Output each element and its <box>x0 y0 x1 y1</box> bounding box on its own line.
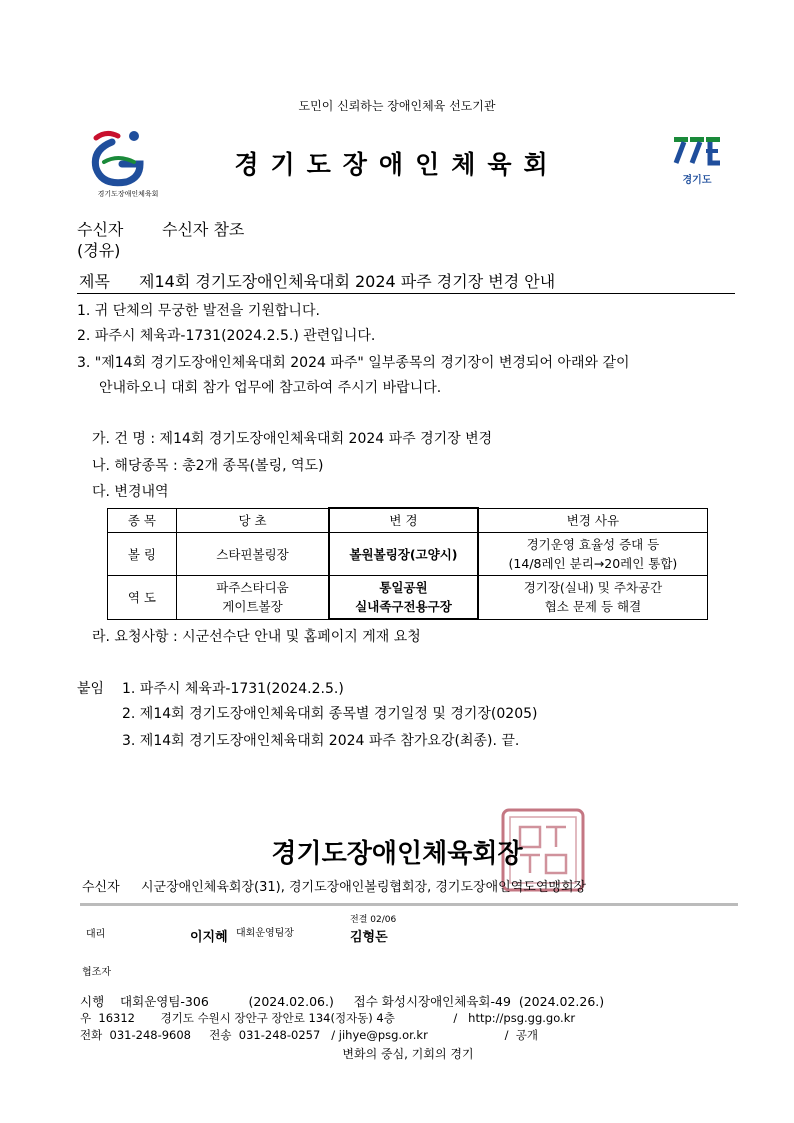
body-line-2: 2. 파주시 체육과-1731(2024.2.5.) 관련입니다. <box>77 328 376 344</box>
gyeonggi-logo-caption: 경기도 <box>682 175 712 186</box>
reason-cell <box>478 533 708 576</box>
subject-value: 제14회 경기도장애인체육대회 2024 파주 경기장 변경 안내 <box>139 272 556 291</box>
table-header: 종 목 <box>108 508 177 533</box>
attachment-item-3: 3. 제14회 경기도장애인체육대회 2024 파주 참가요강(최종). 끝. <box>122 733 520 749</box>
recipient-value: 수신자 참조 <box>162 220 245 239</box>
item-a: 가. 건 명 : 제14회 경기도장애인체육대회 2024 파주 경기장 변경 <box>92 431 493 447</box>
after-line: 통일공원 <box>379 580 428 595</box>
sport-cell: 역 도 <box>108 576 177 620</box>
footer-slogan: 변화의 중심, 기회의 경기 <box>342 1047 474 1061</box>
recipient-label: 수신자 <box>77 220 124 239</box>
table-row <box>108 533 708 576</box>
footer-contact-line: 전화 031-248-9608 전송 031-248-0257 / jihye@psg.or.kr / 공개 <box>80 1028 538 1042</box>
before-line: 파주스타디움 <box>216 580 289 596</box>
cooperation-label: 협조자 <box>82 967 111 978</box>
reason-line: 경기장(실내) 및 주차공간 <box>523 580 663 596</box>
drafter-name: 이지혜 <box>190 930 228 945</box>
final-approver-name: 김형돈 <box>350 930 388 945</box>
item-d: 라. 요청사항 : 시군선수단 안내 및 홈페이지 게재 요청 <box>92 629 421 645</box>
table-header: 당 초 <box>176 508 329 533</box>
attachment-label: 붙임 <box>77 681 105 697</box>
after-line: 실내족구전용구장 <box>355 599 452 614</box>
after-cell: 볼원볼링장(고양시) <box>329 533 478 576</box>
via-label: (경유) <box>77 241 121 260</box>
footer-address-line: 우 16312 경기도 수원시 장안구 장안로 134(정자동) 4층 / http://psg.gg.go.kr <box>80 1011 576 1025</box>
body-line-4: 안내하오니 대회 참가 업무에 참고하여 주시기 바랍니다. <box>99 380 442 396</box>
recipients-label: 수신자 <box>82 880 120 895</box>
table-row <box>108 576 708 620</box>
motto: 도민이 신뢰하는 장애인체육 선도기관 <box>298 99 496 113</box>
reason-line: 협소 문제 등 해결 <box>544 599 642 615</box>
table-header: 변경 사유 <box>478 508 708 533</box>
item-b: 나. 해당종목 : 총2개 종목(볼링, 역도) <box>92 458 324 474</box>
change-table <box>107 507 708 620</box>
reason-line: (14/8레인 분리→20레인 통합) <box>508 556 678 571</box>
org-logo-caption: 경기도장애인체육회 <box>97 190 159 198</box>
signature-title: 경기도장애인체육회장 <box>271 839 523 869</box>
footer-issue-line: 시행 대회운영팀-306 (2024.02.06.) 접수 화성시장애인체육회-49 (2024.02.26.) <box>80 994 605 1009</box>
reason-line: 경기운영 효율성 증대 등 <box>526 537 660 552</box>
gyeonggi-emblem-icon <box>672 135 722 169</box>
item-c: 다. 변경내역 <box>92 484 169 500</box>
recipients-list: 시군장애인체육회장(31), 경기도장애인볼링협회장, 경기도장애인역도연맹회장 <box>141 880 587 895</box>
manager-label: 대회운영팀장 <box>236 928 294 939</box>
org-title: 경기도장애인체육회 <box>234 150 560 179</box>
final-approval-note: 전결 02/06 <box>350 915 397 925</box>
table-header: 변 경 <box>329 508 478 533</box>
after-cell <box>329 576 478 620</box>
attachment-item-1: 1. 파주시 체육과-1731(2024.2.5.) <box>122 681 344 697</box>
drafter-label: 대리 <box>86 929 106 940</box>
body-line-3: 3. "제14회 경기도장애인체육대회 2024 파주" 일부종목의 경기장이 변경되어 아래와 같이 <box>77 355 630 371</box>
reason-cell <box>478 576 708 620</box>
gyeonggi-logo <box>672 135 722 195</box>
before-cell <box>176 576 329 620</box>
approval-divider <box>80 903 738 906</box>
before-line: 게이트볼장 <box>222 599 283 615</box>
subject-label: 제목 <box>79 272 110 291</box>
body-line-1: 1. 귀 단체의 무궁한 발전을 기원합니다. <box>77 303 320 319</box>
table-header-row <box>108 508 708 533</box>
before-cell: 스타핀볼링장 <box>176 533 329 576</box>
subject-rule <box>77 293 735 294</box>
sport-cell: 볼 링 <box>108 533 177 576</box>
attachment-item-2: 2. 제14회 경기도장애인체육대회 종목별 경기일정 및 경기장(0205) <box>122 706 538 722</box>
